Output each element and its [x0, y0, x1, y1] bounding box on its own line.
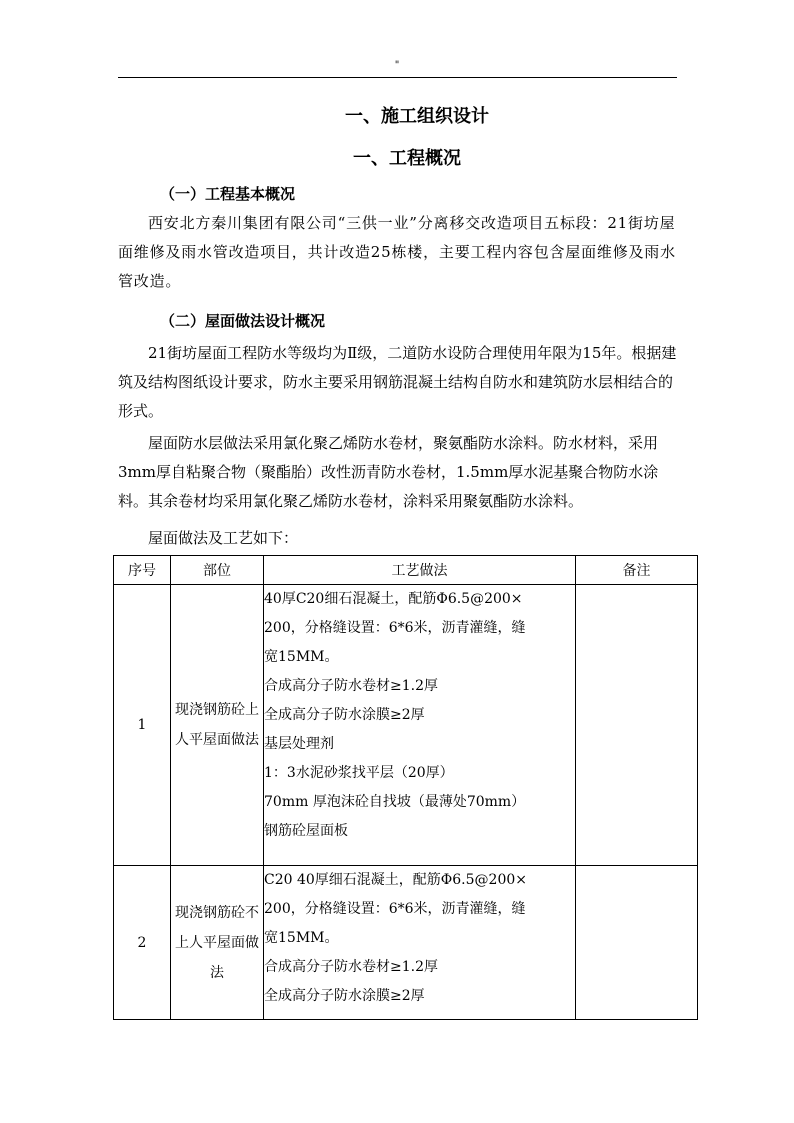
row-part: 现浇钢筋砼不上人平屋面做法	[171, 866, 264, 1020]
method-line: 钢筋砼屋面板	[264, 823, 348, 839]
roof-method-table	[113, 555, 698, 1020]
subsection-heading-roof: （二）屋面做法设计概况	[160, 312, 326, 330]
header-no: 序号	[114, 556, 171, 585]
header-remark: 备注	[576, 556, 698, 585]
method-line: C20 40厚细石混凝土，配筋Φ6.5@200×	[264, 872, 527, 888]
table-header-row	[114, 556, 698, 585]
row-remark	[576, 866, 698, 1020]
method-line: 宽15MM。	[264, 649, 339, 665]
method-line: 70mm 厚泡沫砼自找坡（最薄处70mm）	[264, 794, 526, 810]
row-part: 现浇钢筋砼上人平屋面做法	[171, 585, 264, 866]
header-part: 部位	[171, 556, 264, 585]
method-line: 200，分格缝设置：6*6米，沥青灌缝，缝	[264, 620, 526, 636]
table-row	[114, 866, 698, 1020]
paragraph-basic-overview: 西安北方秦川集团有限公司“三供一业”分离移交改造项目五标段：21街坊屋面维修及雨水管改造项目，共计改造25栋楼，主要工程内容包含屋面维修及雨水管改造。	[118, 214, 676, 290]
method-line: 全成高分子防水涂膜≥2厚	[264, 988, 425, 1004]
header-mark: "	[394, 60, 400, 71]
paragraph-waterproof-level: 21街坊屋面工程防水等级均为Ⅱ级，二道防水设防合理使用年限为15年。根据建筑及结构图纸设计要求，防水主要采用钢筋混凝土结构自防水和建筑防水层相结合的形式。	[118, 344, 677, 420]
method-line: 宽15MM。	[264, 930, 339, 946]
document-title: 一、施工组织设计	[345, 106, 489, 127]
row-method	[264, 585, 576, 866]
paragraph-table-intro: 屋面做法及工艺如下：	[148, 529, 299, 547]
method-line: 基层处理剂	[264, 736, 334, 752]
table-row	[114, 585, 698, 866]
header-rule	[118, 77, 677, 78]
row-remark	[576, 585, 698, 866]
method-line: 合成高分子防水卷材≥1.2厚	[264, 678, 438, 694]
header-method: 工艺做法	[264, 556, 576, 585]
method-line: 40厚C20细石混凝土，配筋Φ6.5@200×	[264, 591, 523, 607]
method-line: 1：3水泥砂浆找平层（20厚）	[264, 765, 454, 781]
row-method	[264, 866, 576, 1020]
subsection-heading-basic: （一）工程基本概况	[160, 185, 296, 203]
paragraph-waterproof-materials: 屋面防水层做法采用氯化聚乙烯防水卷材，聚氨酯防水涂料。防水材料，采用3mm厚自粘聚合物（聚酯胎）改性沥青防水卷材，1.5mm厚水泥基聚合物防水涂料。其余卷材均采用氯化聚乙烯防水卷材，涂料采用聚氨酯防水涂料。	[118, 434, 659, 510]
method-line: 200，分格缝设置：6*6米，沥青灌缝，缝	[264, 901, 526, 917]
section-title: 一、工程概况	[353, 148, 461, 169]
row-no: 2	[114, 866, 171, 1020]
method-line: 合成高分子防水卷材≥1.2厚	[264, 959, 438, 975]
row-no: 1	[114, 585, 171, 866]
method-line: 全成高分子防水涂膜≥2厚	[264, 707, 425, 723]
